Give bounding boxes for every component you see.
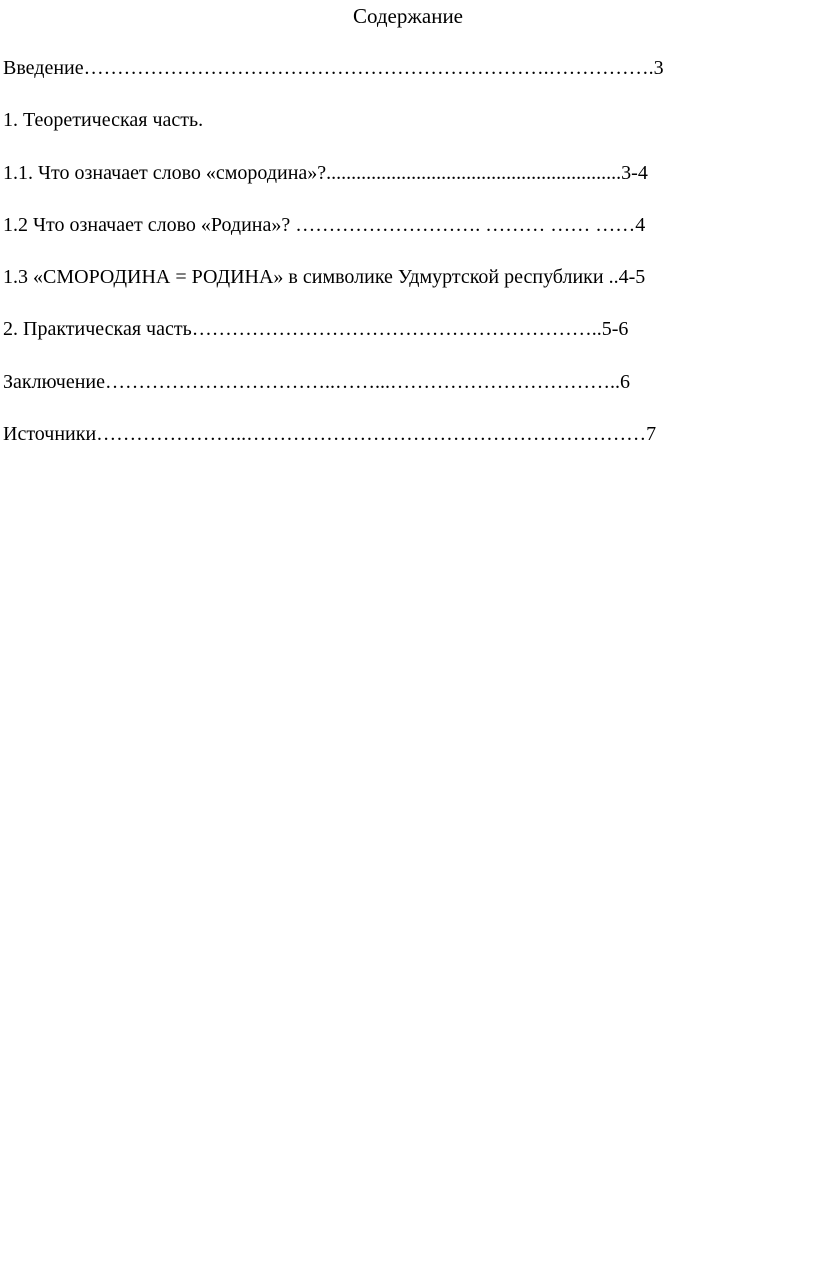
toc-entry-conclusion: Заключение……………………………..……...……………………………..6 [3,370,630,393]
toc-entry-1-3: 1.3 «СМОРОДИНА = РОДИНА» в символике Удмуртской республики ..4-5 [3,266,646,289]
toc-list [3,54,803,472]
toc-entry-1-1: 1.1. Что означает слово «смородина»?...........................................................3-4 [3,161,648,184]
toc-entry-theory: 1. Теоретическая часть. [3,109,204,132]
toc-title: Содержание [352,4,464,28]
toc-entry-practice: 2. Практическая часть……………………………………………………..5-6 [3,318,629,341]
toc-entry-introduction: Введение…………………………………………………………….…………….3 [3,57,664,79]
toc-entry-sources: Источники…………………..……………………………………………………7 [3,423,657,446]
toc-entry-1-2: 1.2 Что означает слово «Родина»? ………………………. ……… …… ……4 [3,213,646,236]
